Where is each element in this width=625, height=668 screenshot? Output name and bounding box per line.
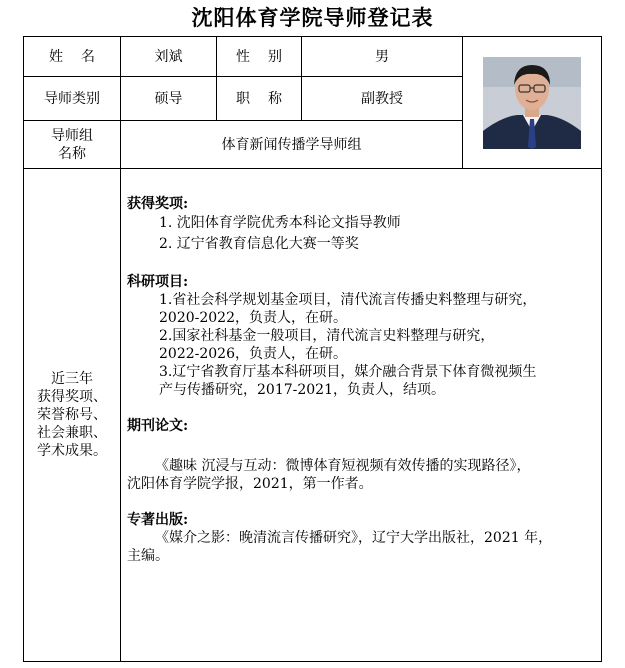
portrait-photo — [483, 57, 581, 149]
achievements-label — [24, 169, 121, 662]
award-item: 1. 沈阳体育学院优秀本科论文指导教师 — [159, 215, 401, 231]
rank-value: 副教授 — [302, 77, 463, 121]
achievements-content — [121, 169, 602, 662]
paper-line1: 《趣味 沉浸与互动：微博体育短视频有效传播的实现路径》， — [155, 458, 531, 474]
research-line: 2020-2022，负责人，在研。 — [159, 310, 347, 326]
side-label-line3: 荣誉称号、 — [37, 407, 107, 423]
research-line: 3.辽宁省教育厅基本科研项目，媒介融合背景下体育微视频生 — [159, 364, 537, 380]
books-heading: 专著出版: — [127, 512, 189, 528]
research-list — [127, 291, 597, 399]
research-line: 2022-2026，负责人，在研。 — [159, 346, 347, 362]
name-label: 姓名 — [24, 37, 121, 77]
side-label-line2: 获得奖项、 — [37, 389, 107, 405]
papers-heading: 期刊论文: — [127, 418, 189, 434]
awards-list — [127, 213, 597, 255]
category-label: 导师类别 — [24, 77, 121, 121]
research-line: 2.国家社科基金一般项目，清代流言史料整理与研究， — [159, 328, 495, 344]
side-label-line1: 近三年 — [51, 371, 93, 387]
research-heading: 科研项目: — [127, 274, 189, 290]
book-line1: 《媒介之影：晚清流言传播研究》，辽宁大学出版社，2021 年， — [155, 530, 553, 546]
group-label-line1: 导师组 — [51, 127, 93, 144]
page-title: 沈阳体育学院导师登记表 — [191, 5, 434, 30]
awards-heading: 获得奖项: — [127, 196, 189, 212]
group-label — [24, 121, 121, 169]
paper-line2: 沈阳体育学院学报，2021，第一作者。 — [127, 476, 373, 492]
side-label-line4: 社会兼职、 — [37, 425, 107, 441]
group-label-line2: 名称 — [58, 145, 86, 162]
gender-label: 性别 — [217, 37, 302, 77]
photo-cell — [463, 37, 602, 169]
research-line: 1.省社会科学规划基金项目，清代流言传播史料整理与研究， — [159, 292, 537, 308]
registration-form-table — [23, 36, 602, 662]
rank-label: 职称 — [217, 77, 302, 121]
group-value: 体育新闻传播学导师组 — [121, 121, 463, 169]
category-value: 硕导 — [121, 77, 217, 121]
award-item: 2. 辽宁省教育信息化大赛一等奖 — [159, 236, 359, 252]
side-label-line5: 学术成果。 — [37, 443, 107, 459]
research-line: 产与传播研究，2017-2021，负责人，结项。 — [159, 382, 445, 398]
gender-value: 男 — [302, 37, 463, 77]
name-value: 刘斌 — [121, 37, 217, 77]
book-line2: 主编。 — [127, 548, 169, 564]
